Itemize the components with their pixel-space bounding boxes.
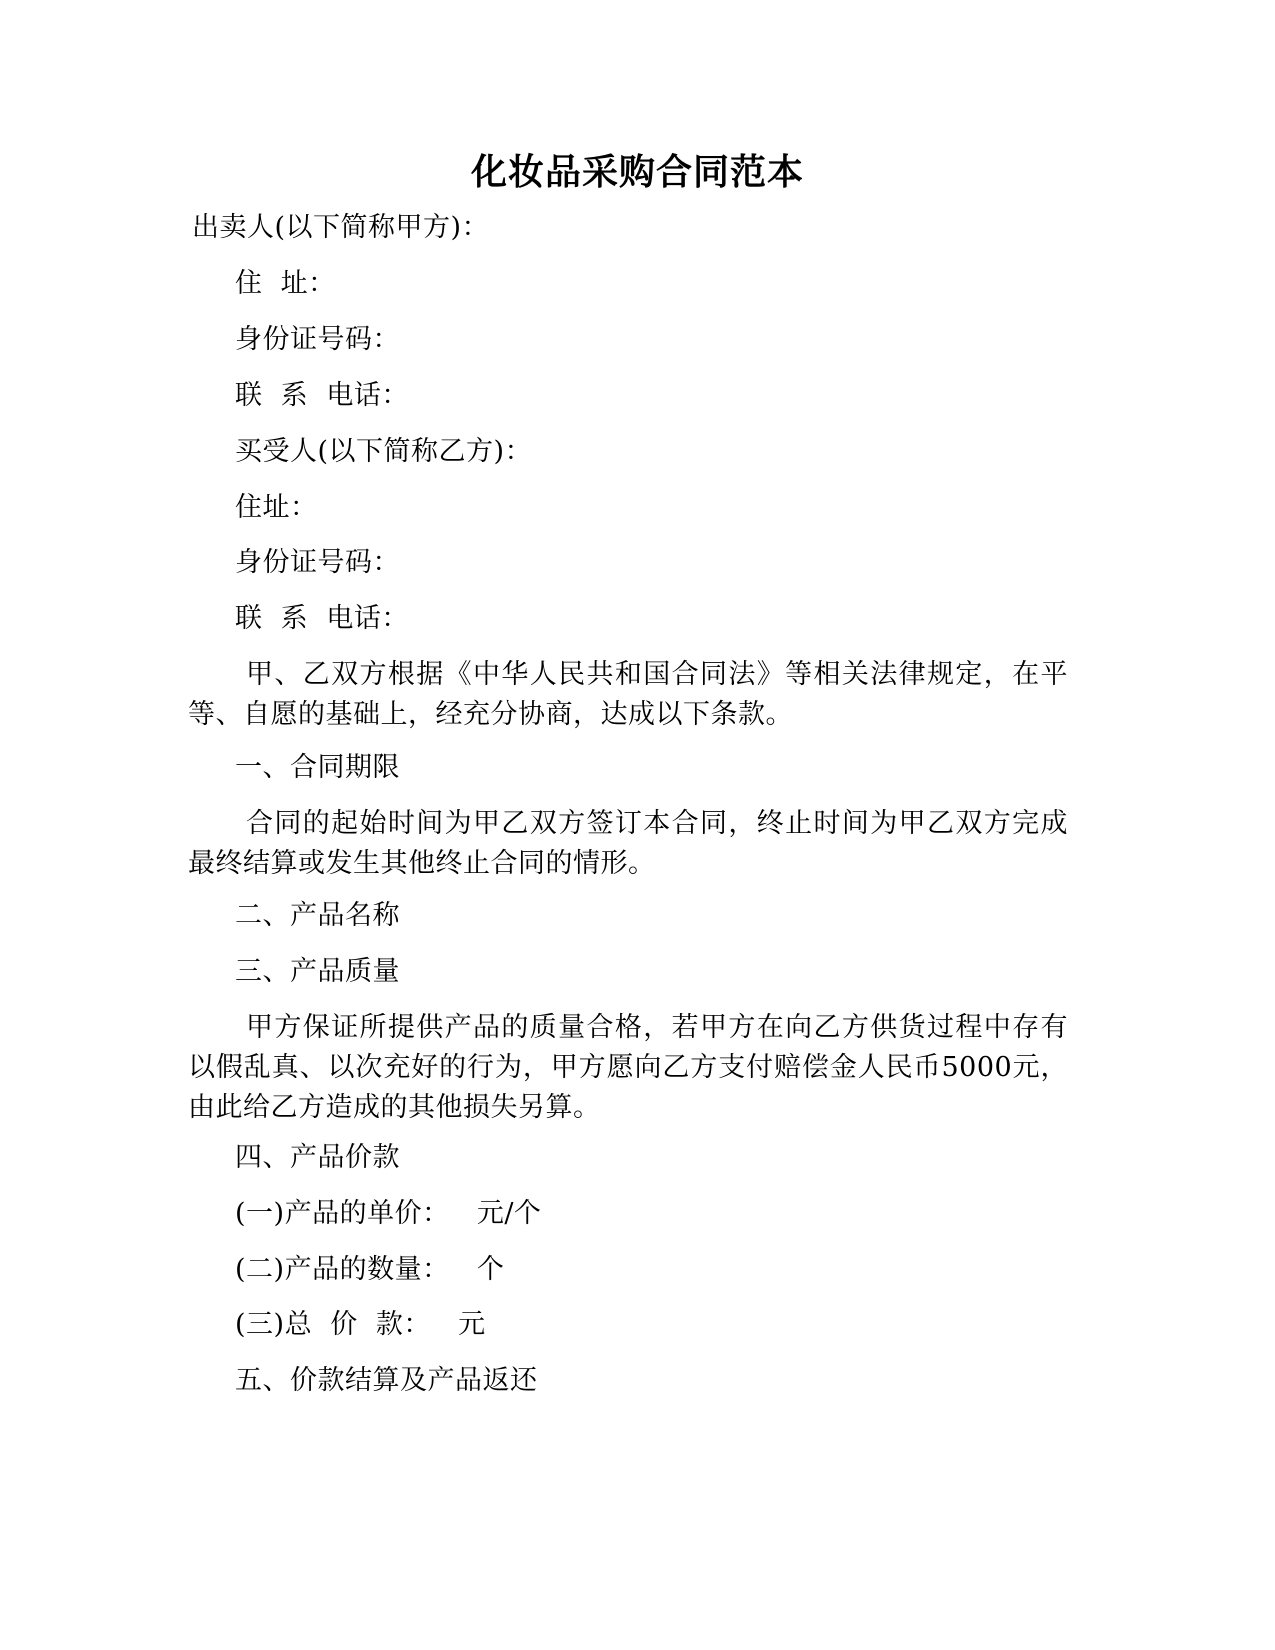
section1-heading: 一、合同期限 — [235, 752, 400, 783]
section2-heading: 二、产品名称 — [235, 900, 400, 931]
preamble-paragraph: 甲、乙双方根据《中华人民共和国合同法》等相关法律规定，在平等、自愿的基础上，经充分协商，达成以下条款。 — [188, 659, 1068, 730]
section3-heading: 三、产品质量 — [235, 956, 400, 987]
section5-heading: 五、价款结算及产品返还 — [235, 1365, 538, 1396]
buyer-heading: 买受人(以下简称乙方)： — [235, 436, 533, 467]
seller-address: 住 址： — [235, 268, 336, 299]
quantity-line: (二)产品的数量： 个 — [235, 1254, 505, 1285]
document-title: 化妆品采购合同范本 — [470, 151, 804, 193]
unit-price-line: (一)产品的单价： 元/个 — [235, 1198, 542, 1229]
seller-id: 身份证号码： — [235, 324, 400, 355]
section1-body: 合同的起始时间为甲乙双方签订本合同，终止时间为甲乙双方完成最终结算或发生其他终止合同的情形。 — [188, 808, 1068, 879]
section3-body: 甲方保证所提供产品的质量合格，若甲方在向乙方供货过程中存有以假乱真、以次充好的行为，甲方愿向乙方支付赔偿金人民币5000元，由此给乙方造成的其他损失另算。 — [188, 1012, 1068, 1123]
buyer-id: 身份证号码： — [235, 547, 400, 578]
total-price-line: (三)总 价 款： 元 — [235, 1309, 486, 1340]
buyer-phone: 联 系 电话： — [235, 603, 409, 634]
seller-heading: 出卖人(以下简称甲方)： — [192, 212, 490, 243]
seller-phone: 联 系 电话： — [235, 380, 409, 411]
buyer-address: 住址： — [235, 492, 318, 523]
section4-heading: 四、产品价款 — [235, 1142, 400, 1173]
